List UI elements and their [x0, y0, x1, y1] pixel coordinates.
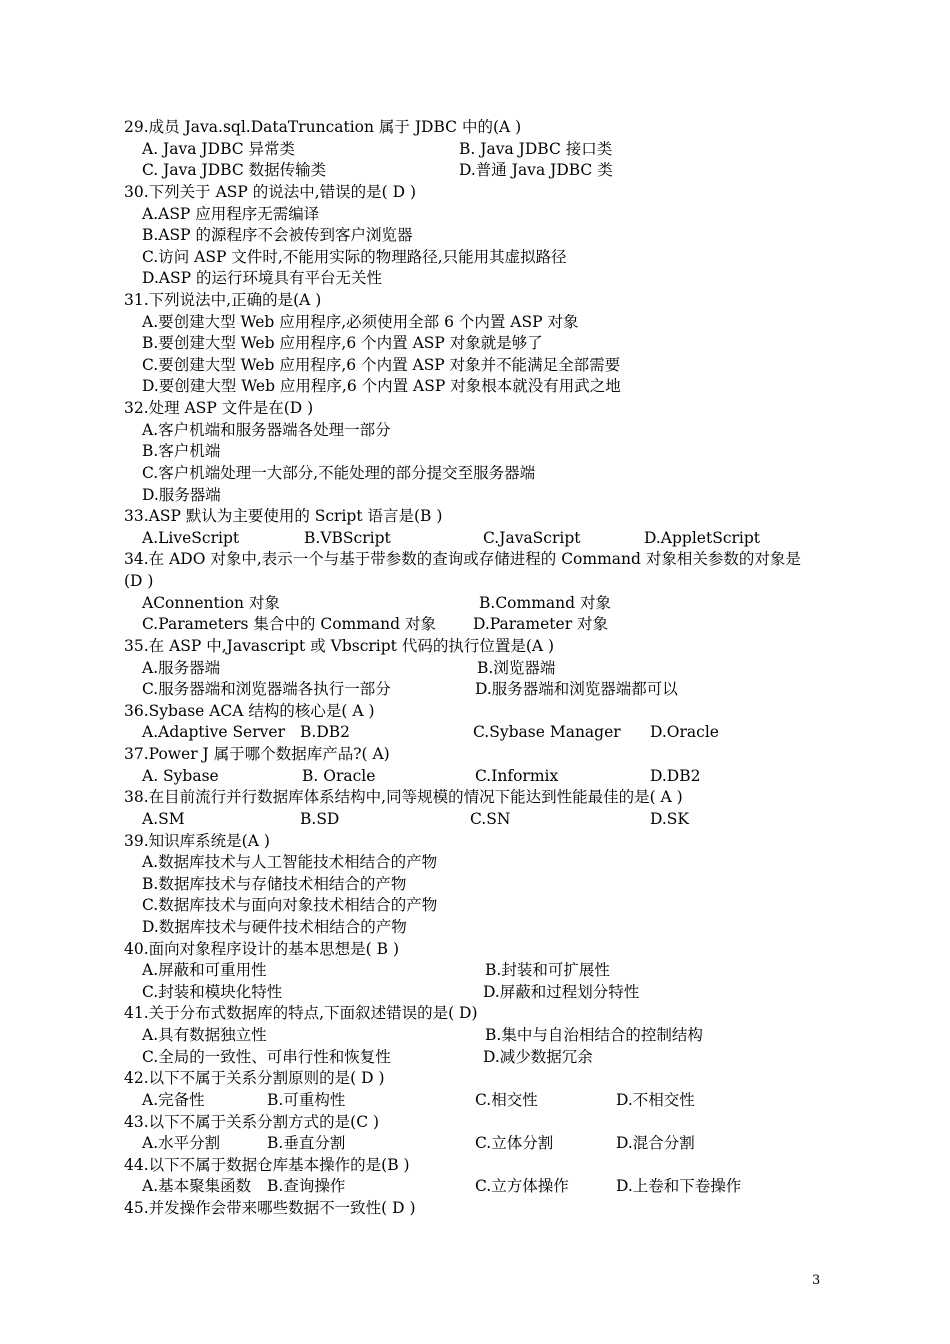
- question-text: 31.下列说法中,正确的是(A ): [124, 291, 322, 309]
- option-text: A. Java JDBC 异常类: [142, 139, 296, 158]
- option-text: B.集中与自治相结合的控制结构: [485, 1026, 703, 1044]
- option-text: A.LiveScript: [142, 528, 240, 547]
- option-text: C. Java JDBC 数据传输类: [142, 161, 327, 180]
- option-text: A.SM: [142, 809, 185, 828]
- question-text: 30.下列关于 ASP 的说法中,错误的是( D ): [124, 182, 417, 201]
- option-text: A.基本聚集函数: [142, 1177, 252, 1196]
- option-text: C.全局的一致性、可串行性和恢复性: [142, 1047, 391, 1066]
- option-text: C.要创建大型 Web 应用程序,6 个内置 ASP 对象并不能满足全部需要: [142, 355, 621, 374]
- option-text: C.立方体操作: [475, 1177, 569, 1196]
- question-text: 34.在 ADO 对象中,表示一个与基于带参数的查询或存储进程的 Command 对象相关参数的对象是: [124, 550, 801, 569]
- option-text: B.封装和可扩展性: [485, 961, 610, 980]
- option-text: C.Informix: [475, 766, 559, 785]
- option-text: A.Adaptive Server: [142, 723, 285, 742]
- question-text: 42.以下不属于关系分割原则的是( D ): [124, 1069, 385, 1088]
- option-text: B.数据库技术与存储技术相结合的产物: [142, 874, 407, 893]
- option-text: C.SN: [470, 809, 511, 828]
- option-text: AConnention 对象: [142, 593, 280, 612]
- option-text: B.客户机端: [142, 442, 221, 461]
- option-text: D.混合分割: [616, 1134, 695, 1153]
- question-text: 29.成员 Java.sql.DataTruncation 属于 JDBC 中的(A ): [124, 118, 522, 136]
- option-text: B.VBScript: [304, 528, 391, 547]
- option-text: D.不相交性: [616, 1090, 695, 1109]
- option-text: C.访问 ASP 文件时,不能用实际的物理路径,只能用其虚拟路径: [142, 247, 567, 266]
- option-text: D.AppletScript: [644, 528, 761, 547]
- option-text: A.完备性: [142, 1090, 205, 1109]
- question-text: 32.处理 ASP 文件是在(D ): [124, 399, 314, 418]
- option-text: B.浏览器端: [477, 658, 556, 677]
- question-text: 43.以下不属于关系分割方式的是(C ): [124, 1112, 380, 1131]
- option-text: A.具有数据独立性: [142, 1026, 267, 1044]
- option-text: D.Oracle: [650, 723, 719, 742]
- option-text: B.可重构性: [267, 1090, 346, 1109]
- question-text: 44.以下不属于数据仓库基本操作的是(B ): [124, 1155, 410, 1174]
- question-text: 33.ASP 默认为主要使用的 Script 语言是(B ): [124, 507, 443, 526]
- option-text: B.查询操作: [267, 1177, 346, 1196]
- option-text: C.客户机端处理一大部分,不能处理的部分提交至服务器端: [142, 463, 536, 482]
- option-text: D.数据库技术与硬件技术相结合的产物: [142, 917, 407, 936]
- question-text: 37.Power J 属于哪个数据库产品?( A): [124, 745, 390, 763]
- option-text: C.Parameters 集合中的 Command 对象: [142, 615, 437, 634]
- question-text: 41.关于分布式数据库的特点,下面叙述错误的是( D): [124, 1004, 478, 1023]
- page-number: 3: [812, 1273, 821, 1288]
- option-text: D.服务器端和浏览器端都可以: [475, 680, 678, 699]
- option-text: A.屏蔽和可重用性: [142, 961, 267, 980]
- option-text: D.屏蔽和过程划分特性: [483, 982, 640, 1001]
- question-text: 40.面向对象程序设计的基本思想是( B ): [124, 939, 399, 958]
- option-text: B. Oracle: [302, 766, 376, 785]
- option-text: D.普通 Java JDBC 类: [459, 161, 613, 180]
- question-text: (D ): [124, 572, 154, 590]
- option-text: C.JavaScript: [483, 528, 581, 547]
- option-text: C.立体分割: [475, 1134, 554, 1153]
- option-text: C.服务器端和浏览器端各执行一部分: [142, 680, 391, 699]
- option-text: D.Parameter 对象: [473, 615, 609, 634]
- question-text: 45.并发操作会带来哪些数据不一致性( D ): [124, 1199, 416, 1217]
- option-text: B.垂直分割: [267, 1134, 346, 1153]
- option-text: B.SD: [300, 809, 340, 828]
- option-text: D.DB2: [650, 766, 701, 785]
- option-text: A. Sybase: [142, 766, 219, 785]
- option-text: A.数据库技术与人工智能技术相结合的产物: [142, 853, 438, 872]
- option-text: A.服务器端: [142, 658, 221, 677]
- option-text: A.客户机端和服务器端各处理一部分: [142, 420, 391, 439]
- option-text: A.要创建大型 Web 应用程序,必须使用全部 6 个内置 ASP 对象: [142, 312, 579, 331]
- option-text: B.ASP 的源程序不会被传到客户浏览器: [142, 226, 413, 245]
- option-text: A.ASP 应用程序无需编译: [142, 204, 320, 223]
- option-text: D.ASP 的运行环境具有平台无关性: [142, 269, 382, 288]
- option-text: C.相交性: [475, 1090, 538, 1109]
- option-text: B.DB2: [300, 723, 350, 742]
- question-text: 35.在 ASP 中,Javascript 或 Vbscript 代码的执行位置是(A ): [124, 636, 555, 655]
- option-text: B.要创建大型 Web 应用程序,6 个内置 ASP 对象就是够了: [142, 334, 543, 353]
- question-text: 39.知识库系统是(A ): [124, 831, 270, 850]
- option-text: C.数据库技术与面向对象技术相结合的产物: [142, 896, 438, 915]
- option-text: A.水平分割: [142, 1134, 221, 1153]
- option-text: D.要创建大型 Web 应用程序,6 个内置 ASP 对象根本就没有用武之地: [142, 377, 621, 396]
- option-text: D.上卷和下卷操作: [616, 1177, 742, 1196]
- option-text: C.Sybase Manager: [473, 723, 621, 742]
- option-text: D.SK: [650, 809, 689, 828]
- question-text: 36.Sybase ACA 结构的核心是( A ): [124, 701, 375, 720]
- option-text: C.封装和模块化特性: [142, 982, 283, 1001]
- option-text: D.减少数据冗余: [483, 1047, 593, 1066]
- option-text: D.服务器端: [142, 485, 221, 504]
- option-text: B. Java JDBC 接口类: [459, 139, 613, 158]
- option-text: B.Command 对象: [479, 593, 611, 612]
- question-text: 38.在目前流行并行数据库体系结构中,同等规模的情况下能达到性能最佳的是( A ): [124, 788, 683, 807]
